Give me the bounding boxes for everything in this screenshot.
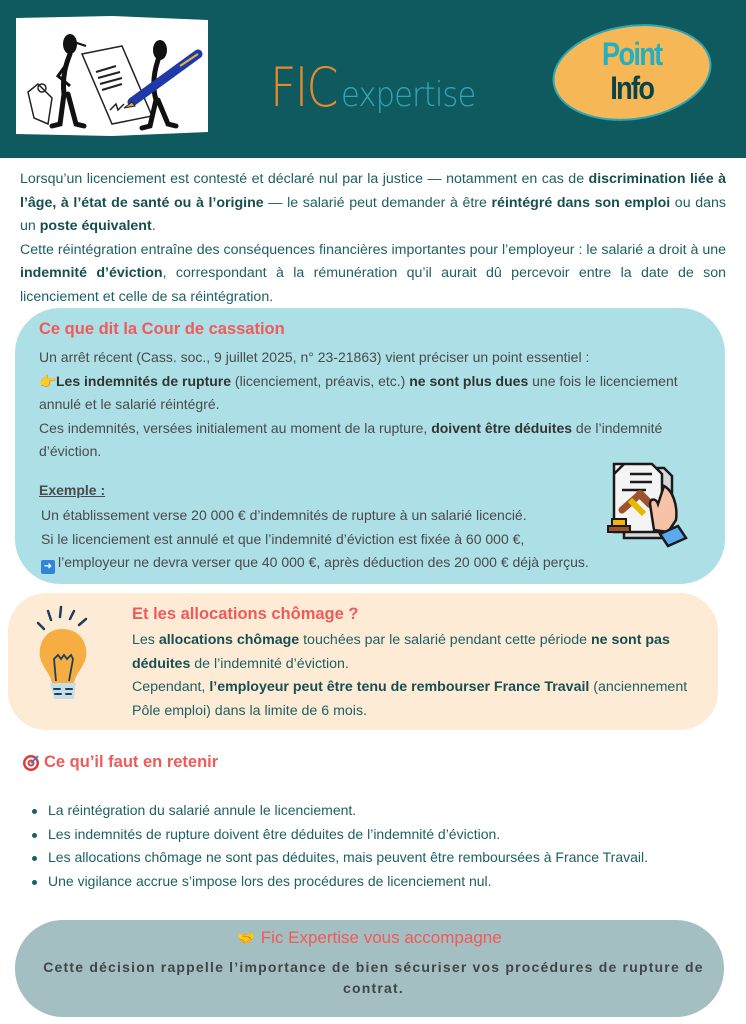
callout-body: Cette décision rappelle l’importance de bien sécuriser vos procédures de rupture de contrat. bbox=[43, 959, 704, 996]
pointing-hand-icon: 👉 bbox=[39, 372, 57, 389]
list-item: Une vigilance accrue s’impose lors des procédures de licenciement nul. bbox=[30, 870, 720, 894]
cassation-section bbox=[15, 308, 725, 584]
legal-document-gavel-icon bbox=[600, 456, 690, 548]
retenir-heading bbox=[22, 753, 218, 772]
accompaniment-callout bbox=[15, 920, 724, 1017]
callout-title: Fic Expertise vous accompagne bbox=[260, 928, 502, 947]
intro-paragraph-2: Cette réintégration entraîne des conséquences financières importantes pour l’employeur : le salarié a droit à une indemnité d’éviction, correspondant à la rémunération qu’il aurait dû percevoir entre la date de son licenciement et celle de sa réintégration. bbox=[20, 241, 726, 305]
handshake-icon: 🤝 bbox=[237, 929, 255, 946]
cassation-body bbox=[39, 346, 684, 464]
cassation-paragraph-3: Ces indemnités, versées initialement au moment de la rupture, doivent être déduites de l’indemnité d’éviction. bbox=[39, 419, 663, 459]
intro-paragraph-1: Lorsqu’un licenciement est contesté et déclaré nul par la justice — notamment en cas de discrimination liée à l’âge, à l’état de santé ou à l’origine — le salarié peut demander à être réintégré dans son emploi ou dans un poste équivalent. bbox=[20, 171, 726, 234]
list-item: Les allocations chômage ne sont pas déduites, mais peuvent être remboursées à France Travail. bbox=[30, 846, 720, 870]
retenir-list bbox=[30, 799, 720, 894]
logo-fic-text: FIC bbox=[270, 56, 337, 119]
badge-line-1: Point bbox=[602, 36, 662, 73]
chomage-section bbox=[8, 593, 718, 730]
people-signing-contract-illustration bbox=[12, 14, 210, 138]
list-item: La réintégration du salarié annule le licenciement. bbox=[30, 799, 720, 823]
chomage-title: Et les allocations chômage ? bbox=[132, 605, 359, 623]
chomage-paragraph-1: Les allocations chômage touchées par le salarié pendant cette période ne sont pas déduites de l’indemnité d’éviction. bbox=[132, 632, 670, 672]
example-line-1: Un établissement verse 20 000 € d’indemnités de rupture à un salarié licencié. bbox=[41, 507, 527, 523]
callout-heading bbox=[15, 928, 724, 948]
fic-expertise-logo bbox=[270, 55, 490, 119]
badge-line-2: Info bbox=[610, 70, 654, 107]
lightbulb-icon bbox=[28, 603, 98, 703]
cassation-paragraph-2: 👉Les indemnités de rupture (licenciement, préavis, etc.) ne sont plus dues une fois le licenciement annulé et le salarié réintégré. bbox=[39, 370, 684, 417]
right-arrow-icon: ➜ bbox=[41, 560, 55, 574]
example-line-3: ➜ l’employeur ne devra verser que 40 000 €, après déduction des 20 000 € déjà perçus. bbox=[41, 551, 641, 575]
list-item: Les indemnités de rupture doivent être déduites de l’indemnité d’éviction. bbox=[30, 823, 720, 847]
point-info-badge bbox=[546, 14, 718, 130]
intro-text bbox=[20, 168, 726, 309]
target-icon bbox=[22, 754, 40, 772]
cassation-title: Ce que dit la Cour de cassation bbox=[39, 320, 285, 338]
example-label: Exemple : bbox=[39, 482, 106, 498]
chomage-paragraph-2: Cependant, l’employeur peut être tenu de rembourser France Travail (anciennement Pôle emploi) dans la limite de 6 mois. bbox=[132, 679, 688, 719]
example-line-2: Si le licenciement est annulé et que l’indemnité d’éviction est fixée à 60 000 €, bbox=[41, 530, 525, 547]
header-banner bbox=[0, 0, 746, 158]
logo-expertise-text: expertise bbox=[340, 75, 476, 115]
retenir-title: Ce qu’il faut en retenir bbox=[44, 753, 219, 771]
example-text bbox=[41, 504, 641, 575]
cassation-line-1: Un arrêt récent (Cass. soc., 9 juillet 2025, n° 23-21863) vient préciser un point essentiel : bbox=[39, 349, 590, 365]
chomage-body bbox=[132, 629, 707, 723]
